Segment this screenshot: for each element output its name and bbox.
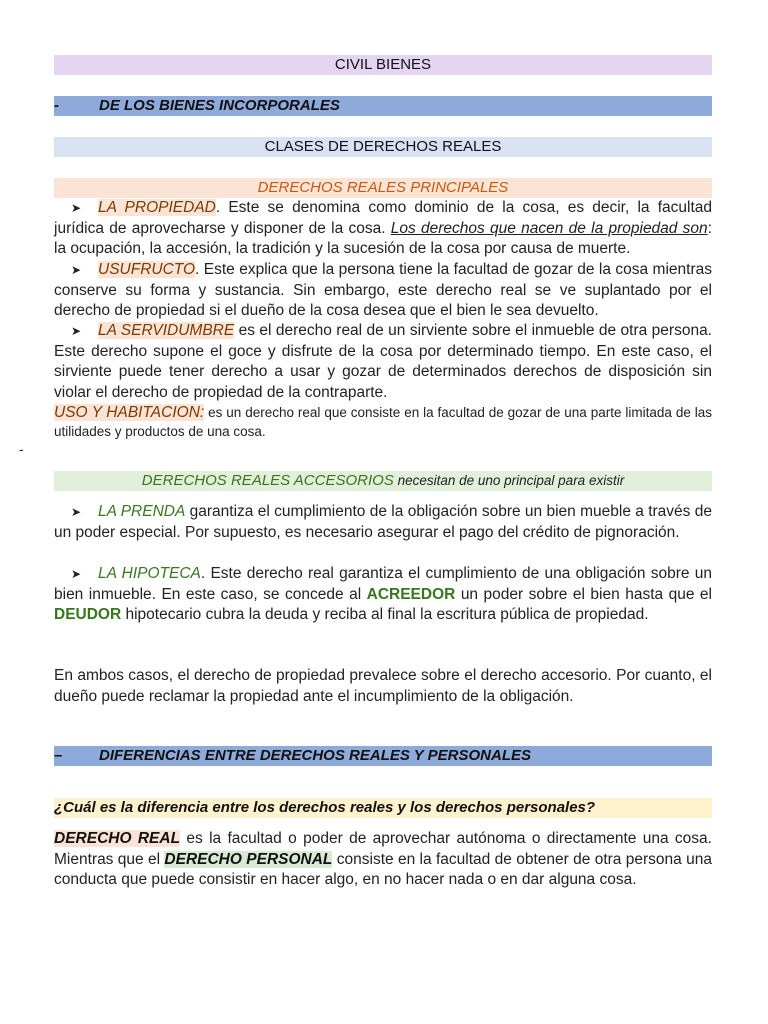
propiedad-text: . Este se denomina como dominio de la cosa, es decir, la facultad jurídica de aprovecharse y disponer de la cosa. [54, 199, 712, 237]
usufructo-text: . Este explica que la persona tiene la facultad de gozar de la cosa mientras conserve su forma y sustancia. Sin embargo, este derecho real se ve suplantado por el derecho de propiedad si el dueño de la cosa desea que el bien le sea devuelto. [54, 261, 712, 319]
term-prenda: LA PRENDA [98, 503, 186, 520]
accesorios-heading-suffix: necesitan de uno principal para existir [393, 473, 625, 488]
arrow-bullet-icon: ➤ [70, 567, 82, 581]
document-title: CIVIL BIENES [54, 55, 712, 75]
uso-habitacion-text: es un derecho real que consiste en la facultad de gozar de una parte limitada de las utilidades y productos de una cosa. [54, 405, 713, 439]
paragraph-prenda [54, 502, 712, 543]
question-heading: ¿Cuál es la diferencia entre los derechos reales y los derechos personales? [54, 798, 712, 818]
stray-dash: - [19, 441, 24, 457]
term-derecho-real: DERECHO REAL [54, 830, 181, 847]
section-heading-text: DIFERENCIAS ENTRE DERECHOS REALES Y PERSONALES [99, 747, 532, 764]
term-deudor: DEUDOR [54, 606, 122, 623]
subtitle-clases: CLASES DE DERECHOS REALES [54, 137, 712, 157]
term-derecho-personal: DERECHO PERSONAL [164, 850, 333, 868]
term-usufructo: USUFRUCTO [98, 261, 196, 278]
answer-text: es la facultad o poder de aprovechar autónoma o directamente una cosa. Mientras que el [54, 830, 712, 868]
paragraph-usufructo [54, 260, 712, 322]
term-servidumbre: LA SERVIDUMBRE [98, 322, 235, 339]
propiedad-text-end: : la ocupación, la accesión, la tradición y la sucesión de la cosa por causa de muerte. [54, 219, 712, 257]
section-heading-diferencias [54, 746, 712, 766]
arrow-bullet-icon: ➤ [70, 263, 82, 277]
answer-text-2: consiste en la facultad de obtener de otra persona una conducta que puede consistir en hacer algo, en no hacer nada o en dar alguna cosa. [54, 850, 713, 888]
heading-derechos-principales: DERECHOS REALES PRINCIPALES [54, 178, 712, 198]
accesorios-heading-text: DERECHOS REALES ACCESORIOS [141, 472, 394, 489]
section-dash: - [54, 97, 59, 114]
arrow-bullet-icon: ➤ [70, 324, 82, 338]
hipoteca-text-2: un poder sobre el bien hasta que el [455, 585, 712, 603]
section-dash: – [54, 747, 63, 764]
term-propiedad: LA PROPIEDAD [98, 199, 216, 216]
paragraph-hipoteca [54, 564, 712, 626]
section-heading-bienes-incorporales [54, 96, 712, 116]
heading-derechos-accesorios [54, 471, 712, 491]
term-uso-habitacion: USO Y HABITACION: [54, 404, 205, 421]
prenda-text: garantiza el cumplimiento de la obligación sobre un bien mueble a través de un poder especial. Por supuesto, es necesario asegurar el pago del crédito de pignoración. [54, 503, 712, 541]
term-hipoteca: LA HIPOTECA [98, 565, 201, 582]
term-acreedor: ACREEDOR [366, 585, 456, 603]
servidumbre-text: es el derecho real de un sirviente sobre el inmueble de otra persona. Este derecho supone el goce y disfrute de la cosa por determinado tiempo. En este caso, el sirviente puede tener derecho a usar y gozar de determinados derechos de disposición sin violar el derecho de propiedad de la contraparte. [54, 322, 712, 401]
paragraph-uso-habitacion [54, 403, 712, 441]
underlined-phrase: Los derechos que nacen de la propiedad son [390, 219, 708, 237]
paragraph-answer [54, 829, 712, 891]
paragraph-servidumbre [54, 321, 712, 403]
arrow-bullet-icon: ➤ [70, 505, 82, 519]
arrow-bullet-icon: ➤ [70, 201, 82, 215]
paragraph-propiedad [54, 198, 712, 260]
section-heading-text: DE LOS BIENES INCORPORALES [99, 97, 340, 114]
hipoteca-text: . Este derecho real garantiza el cumplimiento de una obligación sobre un bien inmueble. En este caso, se concede al [54, 565, 712, 603]
paragraph-conclusion: En ambos casos, el derecho de propiedad prevalece sobre el derecho accesorio. Por cuanto, el dueño puede reclamar la propiedad ante el incumplimiento de la obligación. [54, 667, 712, 705]
hipoteca-text-3: hipotecario cubra la deuda y reciba al final la escritura pública de propiedad. [121, 606, 649, 623]
